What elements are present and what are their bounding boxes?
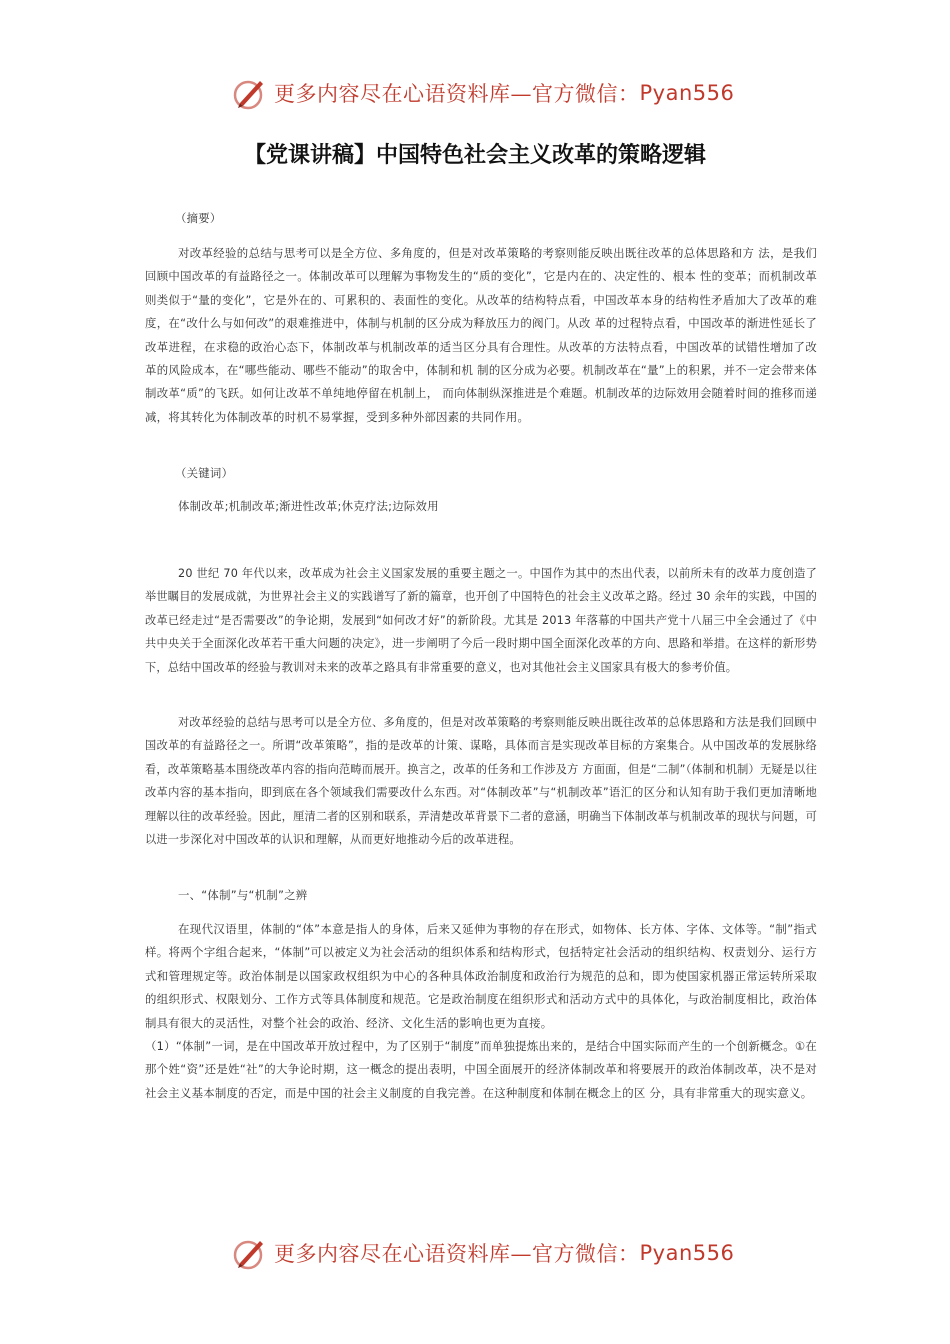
intro-paragraph-1: 20 世纪 70 年代以来，改革成为社会主义国家发展的重要主题之一。中国作为其中的杰出代表，以前所未有的改革力度创造了举世瞩目的发展成就，为世界社会主义的实践谱写了新的篇章，也开创了中国特色的社会主义改革之路。经过 30 余年的实践，中国的改革已经走过“是否需要改”的争论期，发展到“如何改才好”的新阶段。尤其是 2013 年落幕的中国共产党十八届三中全会通过了《中共中央关于全面深化改革若干重大问题的决定》，进一步阐明了今后一段时期中国全面深化改革的方向、思路和举措。在这样的新形势下，总结中国改革的经验与教训对未来的改革之路具有非常重要的意义，也对其他社会主义国家具有极大的参考价值。 bbox=[145, 567, 817, 674]
page-title: 【党课讲稿】中国特色社会主义改革的策略逻辑 bbox=[243, 143, 706, 168]
top-banner bbox=[230, 73, 734, 113]
abstract-text: 对改革经验的总结与思考可以是全方位、多角度的，但是对改革策略的考察则能反映出既往改革的总体思路和方 法，是我们回顾中国改革的有益路径之一。体制改革可以理解为事物发生的“质的变化”，它是内在的、决定性的、根本 性的变革；而机制改革则类似于“量的变化”，它是外在的、可累积的、表面性的变化。从改革的结构特点看，中国改革本身的结构性矛盾加大了改革的难度，在“改什么与如何改”的艰难推进中，体制与机制的区分成为释放压力的阀门。从改 革的过程特点看，中国改革的渐进性延长了改革进程，在求稳的政治心态下，体制改革与机制改革的适当区分具有合理性。从改革的方法特点看，中国改革的试错性增加了改革的风险成本，在“哪些能动、哪些不能动”的取舍中，体制和机 制的区分成为必要。机制改革在“量”上的积累，并不一定会带来体制改革“质”的飞跃。如何让改革不单纯地停留在机制上， 而向体制纵深推进是个难题。机制改革的边际效用会随着时间的推移而递减，将其转化为体制改革的时机不易掌握，受到多种外部因素的共同作用。 bbox=[145, 246, 817, 424]
intro-paragraph-2: 对改革经验的总结与思考可以是全方位、多角度的，但是对改革策略的考察则能反映出既往改革的总体思路和方法是我们回顾中国改革的有益路径之一。所谓“改革策略”，指的是改革的计策、谋略，具体而言是实现改革目标的方案集合。从中国改革的发展脉络看，改革策略基本围绕改革内容的指向范畴而展开。换言之，改革的任务和工作涉及方 方面面，但是“二制”（体制和机制）无疑是以往改革内容的基本指向，即到底在各个领域我们需要改什么东西。对“体制改革”与“机制改革”语汇的区分和认知有助于我们更加清晰地理解以往的改革经验。因此，厘清二者的区别和联系，弄清楚改革背景下二者的意涵，明确当下体制改革与机制改革的现状与问题，可以进一步深化对中国改革的认识和理解，从而更好地推动今后的改革进程。 bbox=[145, 716, 817, 847]
section-1-heading: 一、“体制”与“机制”之辨 bbox=[178, 888, 308, 902]
keywords-text: 体制改革;机制改革;渐进性改革;休克疗法;边际效用 bbox=[178, 499, 439, 513]
section-1-paragraph-2: （1）“体制”一词，是在中国改革开放过程中，为了区别于“制度”而单独提炼出来的，是结合中国实际而产生的一个创新概念。①在那个姓“资”还是姓“社”的大争论时期，这一概念的提出表明，中国全面展开的经济体制改革和将要展开的政治体制改革，决不是对社会主义基本制度的否定，而是中国的社会主义制度的自我完善。在这种制度和体制在概念上的区 分，具有非常重大的现实意义。 bbox=[145, 1039, 817, 1100]
section-1-paragraph-1: 在现代汉语里，体制的“体”本意是指人的身体，后来又延伸为事物的存在形式，如物体、长方体、字体、文体等。“制”指式样。将两个字组合起来，“体制”可以被定义为社会活动的组织体系和结构形式，包括特定社会活动的组织结构、权责划分、运行方式和管理规定等。政治体制是以国家政权组织为中心的各种具体政治制度和政治行为规范的总和，即为使国家机器正常运转所采取的组织形式、权限划分、工作方式等具体制度和规范。它是政治制度在组织形式和活动方式中的具体化，与政治制度相比，政治体制具有很大的灵活性，对整个社会的政治、经济、文化生活的影响也更为直接。 bbox=[145, 922, 817, 1030]
keywords-label: （关键词） bbox=[175, 466, 234, 480]
banner-wechat-id: Pyan556 bbox=[639, 81, 735, 105]
banner-text: 更多内容尽在心语资料库—官方微信： bbox=[274, 82, 640, 106]
bottom-banner bbox=[230, 1233, 734, 1273]
pen-logo-icon bbox=[230, 73, 270, 113]
banner-text: 更多内容尽在心语资料库—官方微信： bbox=[274, 1242, 640, 1266]
pen-logo-icon bbox=[230, 1233, 270, 1273]
abstract-label: （摘要） bbox=[175, 211, 222, 225]
banner-wechat-id: Pyan556 bbox=[639, 1241, 735, 1265]
